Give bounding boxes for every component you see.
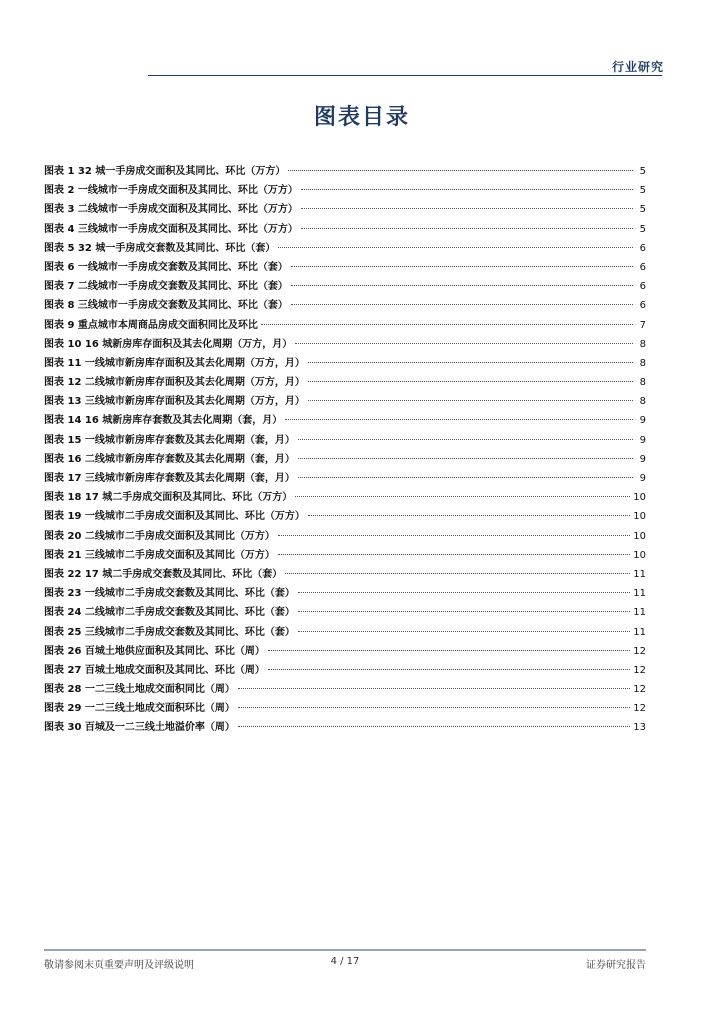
toc-dot-leader	[261, 324, 633, 325]
toc-entry-label[interactable]: 图表 12 二线城市新房库存面积及其去化周期（万方，月）	[44, 377, 305, 389]
toc-entry-label[interactable]: 图表 8 三线城市一手房成交套数及其同比、环比（套）	[44, 300, 288, 312]
toc-dot-leader	[298, 631, 630, 632]
toc-entry[interactable]	[44, 565, 646, 584]
toc-entry-label[interactable]: 图表 13 三线城市新房库存面积及其去化周期（万方，月）	[44, 396, 305, 408]
toc-dot-leader	[308, 362, 633, 363]
toc-entry-page-number[interactable]: 10	[633, 492, 646, 504]
toc-dot-leader	[291, 266, 633, 267]
footer-disclaimer: 敬请参阅末页重要声明及评级说明	[44, 960, 194, 971]
toc-entry-page-number[interactable]: 5	[639, 166, 646, 177]
footer-page-number: 4 / 17	[330, 956, 360, 967]
toc-entry[interactable]	[44, 162, 646, 181]
toc-entry-label[interactable]: 图表 6 一线城市一手房成交套数及其同比、环比（套）	[44, 261, 288, 273]
toc-entry-page-number[interactable]: 13	[633, 722, 646, 734]
toc-entry[interactable]	[44, 450, 646, 469]
toc-dot-leader	[268, 669, 630, 670]
toc-entry-label[interactable]: 图表 5 32 城一手房成交套数及其同比、环比（套）	[44, 242, 276, 254]
toc-entry-label[interactable]: 图表 7 二线城市一手房成交套数及其同比、环比（套）	[44, 281, 288, 293]
toc-entry[interactable]	[44, 603, 646, 622]
toc-dot-leader	[278, 535, 630, 536]
toc-entry-label[interactable]: 图表 28 一二三线土地成交面积同比（周）	[44, 684, 235, 696]
toc-dot-leader	[298, 458, 633, 459]
toc-dot-leader	[301, 189, 633, 190]
toc-entry-page-number[interactable]: 9	[639, 434, 646, 446]
toc-entry-page-number[interactable]: 11	[633, 568, 646, 580]
toc-entry-page-number[interactable]: 11	[633, 607, 646, 619]
toc-entry-label[interactable]: 图表 17 三线城市新房库存套数及其去化周期（套，月）	[44, 473, 295, 484]
toc-entry-label[interactable]: 图表 30 百城及一二三线土地溢价率（周）	[44, 722, 235, 734]
toc-entry-page-number[interactable]: 6	[639, 261, 646, 273]
toc-entry-label[interactable]: 图表 4 三线城市一手房成交面积及其同比、环比（万方）	[44, 223, 298, 235]
toc-entry-page-number[interactable]: 8	[639, 377, 646, 389]
toc-entry-page-number[interactable]: 6	[639, 300, 646, 312]
toc-entry-page-number[interactable]: 8	[639, 396, 646, 408]
toc-entry-label[interactable]: 图表 14 16 城新房库存套数及其去化周期（套，月）	[44, 415, 283, 427]
toc-dot-leader	[268, 650, 630, 651]
toc-entry-page-number[interactable]: 11	[633, 626, 646, 638]
toc-dot-leader	[295, 343, 633, 344]
toc-entry-label[interactable]: 图表 23 一线城市二手房成交套数及其同比、环比（套）	[44, 588, 295, 600]
toc-dot-leader	[308, 381, 633, 382]
toc-dot-leader	[298, 611, 630, 612]
toc-entry-label[interactable]: 图表 10 16 城新房库存面积及其去化周期（万方，月）	[44, 338, 293, 350]
toc-entry[interactable]	[44, 316, 646, 335]
toc-entry-label[interactable]: 图表 11 一线城市新房库存面积及其去化周期（万方，月）	[44, 357, 305, 369]
toc-entry-label[interactable]: 图表 22 17 城二手房成交套数及其同比、环比（套）	[44, 568, 283, 580]
toc-entry[interactable]	[44, 680, 646, 699]
toc-entry[interactable]	[44, 469, 646, 488]
toc-dot-leader	[298, 592, 630, 593]
toc-entry-page-number[interactable]: 6	[639, 281, 646, 293]
toc-entry-label[interactable]: 图表 21 三线城市二手房成交面积及其同比（万方）	[44, 549, 275, 561]
toc-entry-label[interactable]: 图表 29 一二三线土地成交面积环比（周）	[44, 703, 235, 715]
toc-dot-leader	[238, 688, 630, 689]
toc-entry-page-number[interactable]: 5	[639, 204, 646, 216]
toc-entry[interactable]	[44, 584, 646, 603]
toc-entry[interactable]	[44, 181, 646, 200]
toc-entry-page-number[interactable]: 10	[633, 511, 646, 523]
toc-dot-leader	[291, 304, 633, 305]
toc-dot-leader	[278, 247, 633, 248]
header-divider	[148, 75, 662, 76]
toc-entry-page-number[interactable]: 12	[633, 703, 646, 715]
toc-dot-leader	[278, 554, 630, 555]
toc-dot-leader	[285, 419, 633, 420]
toc-entry-page-number[interactable]: 5	[639, 185, 646, 197]
toc-entry[interactable]	[44, 527, 646, 546]
toc-entry-page-number[interactable]: 11	[633, 588, 646, 600]
toc-entry[interactable]	[44, 220, 646, 239]
toc-entry-page-number[interactable]: 8	[639, 338, 646, 350]
toc-dot-leader	[285, 573, 630, 574]
page-footer	[44, 956, 646, 972]
toc-entry-label[interactable]: 图表 27 百城土地成交面积及其同比、环比（周）	[44, 664, 265, 676]
toc-dot-leader	[298, 439, 633, 440]
toc-entry[interactable]	[44, 335, 646, 354]
toc-entry[interactable]	[44, 373, 646, 392]
toc-entry[interactable]	[44, 431, 646, 450]
toc-entry[interactable]	[44, 258, 646, 277]
toc-dot-leader	[238, 707, 630, 708]
footer-divider	[44, 949, 646, 951]
toc-entry[interactable]	[44, 661, 646, 680]
toc-entry-label[interactable]: 图表 25 三线城市二手房成交套数及其同比、环比（套）	[44, 626, 295, 638]
toc-entry[interactable]	[44, 699, 646, 718]
toc-dot-leader	[295, 496, 630, 497]
toc-entry-page-number[interactable]: 6	[639, 242, 646, 254]
toc-entry[interactable]	[44, 296, 646, 315]
toc-entry[interactable]	[44, 354, 646, 373]
toc-entry[interactable]	[44, 411, 646, 430]
toc-entry-page-number[interactable]: 9	[639, 473, 646, 484]
toc-entry-page-number[interactable]: 12	[633, 684, 646, 696]
toc-entry-label[interactable]: 图表 20 二线城市二手房成交面积及其同比（万方）	[44, 530, 275, 542]
toc-entry-label[interactable]: 图表 16 二线城市新房库存套数及其去化周期（套，月）	[44, 453, 295, 465]
toc-entry-page-number[interactable]: 12	[633, 664, 646, 676]
toc-dot-leader	[298, 477, 633, 478]
toc-entry[interactable]	[44, 507, 646, 526]
toc-entry-label[interactable]: 图表 15 一线城市新房库存套数及其去化周期（套，月）	[44, 434, 295, 446]
toc-dot-leader	[308, 400, 633, 401]
toc-entry-page-number[interactable]: 9	[639, 453, 646, 465]
toc-entry[interactable]	[44, 623, 646, 642]
footer-report-type: 证券研究报告	[586, 960, 646, 971]
toc-entry-page-number[interactable]: 10	[633, 549, 646, 561]
toc-entry-label[interactable]: 图表 18 17 城二手房成交面积及其同比、环比（万方）	[44, 492, 293, 504]
toc-entry[interactable]	[44, 200, 646, 219]
toc-entry-label[interactable]: 图表 24 二线城市二手房成交套数及其同比、环比（套）	[44, 607, 295, 619]
toc-dot-leader	[308, 515, 630, 516]
table-of-figures	[44, 162, 646, 738]
header-section-label: 行业研究	[611, 60, 664, 74]
toc-entry[interactable]	[44, 718, 646, 737]
toc-entry[interactable]	[44, 239, 646, 258]
toc-entry-page-number[interactable]: 8	[639, 357, 646, 369]
toc-entry-label[interactable]: 图表 2 一线城市一手房成交面积及其同比、环比（万方）	[44, 185, 298, 197]
toc-entry[interactable]	[44, 488, 646, 507]
toc-dot-leader	[301, 228, 633, 229]
toc-dot-leader	[288, 170, 633, 171]
toc-dot-leader	[238, 726, 630, 727]
toc-entry-label[interactable]: 图表 26 百城土地供应面积及其同比、环比（周）	[44, 645, 265, 657]
page-title: 图表目录	[313, 105, 410, 130]
toc-entry-page-number[interactable]: 10	[633, 530, 646, 542]
toc-entry-page-number[interactable]: 9	[639, 415, 646, 427]
toc-entry[interactable]	[44, 392, 646, 411]
toc-entry-page-number[interactable]: 12	[633, 645, 646, 657]
toc-entry-page-number[interactable]: 5	[639, 223, 646, 235]
toc-entry-label[interactable]: 图表 19 一线城市二手房成交面积及其同比、环比（万方）	[44, 511, 305, 523]
toc-entry[interactable]	[44, 642, 646, 661]
toc-entry-label[interactable]: 图表 1 32 城一手房成交面积及其同比、环比（万方）	[44, 166, 286, 177]
toc-entry-label[interactable]: 图表 3 二线城市一手房成交面积及其同比、环比（万方）	[44, 204, 298, 216]
toc-dot-leader	[301, 208, 633, 209]
toc-entry[interactable]	[44, 546, 646, 565]
toc-dot-leader	[291, 285, 633, 286]
toc-entry[interactable]	[44, 277, 646, 296]
toc-entry-label[interactable]: 图表 9 重点城市本周商品房成交面积同比及环比	[44, 319, 258, 331]
toc-entry-page-number[interactable]: 7	[639, 319, 646, 331]
